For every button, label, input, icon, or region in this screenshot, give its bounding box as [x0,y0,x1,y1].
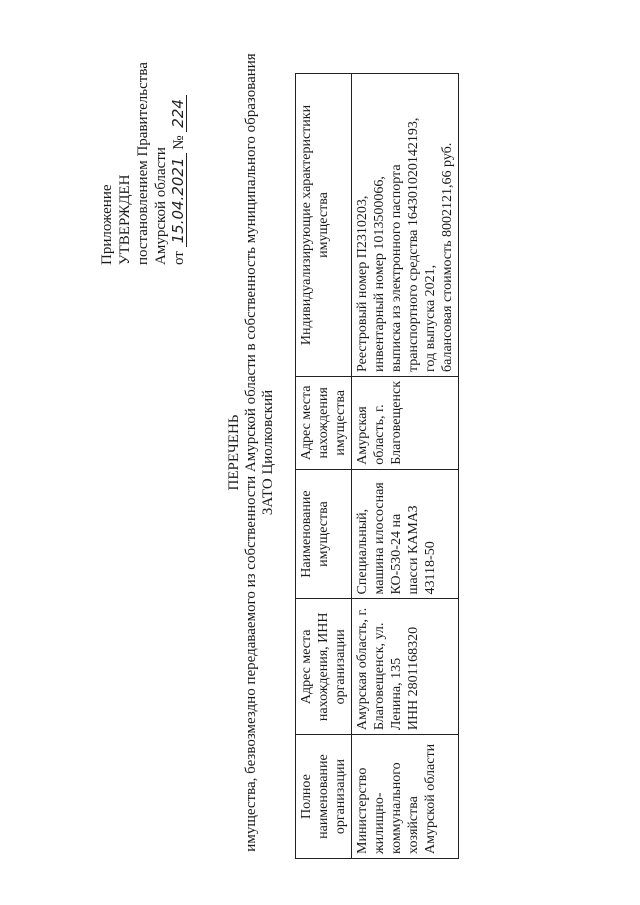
header-property-name: Наименование имущества [296,469,352,599]
approval-line-approved: УТВЕРЖДЕН [117,174,133,265]
number-prefix: № [171,135,187,150]
cell-org-address [352,599,459,735]
cell-property-name: Специальный, машина илососная КО-530-24 на шасси КАМАЗ 43118-50 [352,469,459,599]
document-subtitle: имущества, безвозмездно передаваемого из собственности Амурской области в собственность муниципального образования [243,53,259,852]
char-vehicle-passport: выписка из электронного паспорта транспортного средства 164301020142193, [389,117,421,372]
header-property-address: Адрес места нахождения имущества [296,376,352,469]
handwritten-date: 15.04.2021 [170,154,187,248]
table-header-row [296,74,352,859]
header-org-address: Адрес места нахождения, ИНН организации [296,599,352,735]
char-inventory-number: инвентарный номер 1013500066, [372,176,387,372]
approval-line-appendix: Приложение [99,184,115,265]
date-prefix: от [171,251,187,265]
org-inn-text: ИНН 2801168320 [406,626,421,731]
approval-line-resolution: постановлением Правительства [135,62,151,265]
header-org-name: Полное наименование организации [296,735,352,859]
cell-property-address: Амурская область, г. Благовещенск [352,376,459,469]
document-title: ПЕРЕЧЕНЬ [226,414,242,491]
char-book-value: балансовая стоимость 8002121,66 руб. [440,142,455,372]
approval-date-line [170,62,188,265]
approval-block [98,62,188,265]
approval-line-region: Амурской области [153,147,169,265]
cell-characteristics [352,74,459,377]
char-year: год выпуска 2021, [423,264,438,372]
property-table [295,73,459,859]
document-subtitle-municipality: ЗАТО Циолковский [260,389,276,516]
char-registry-number: Реестровый номер П2310203, [355,195,370,372]
table-row [352,74,459,859]
handwritten-number: 224 [170,95,187,132]
header-characteristics: Индивидуализирующие характеристики имущества [296,74,352,377]
cell-org-name: Министерство жилищно-коммунального хозяйства Амурской области [352,735,459,859]
org-address-text: Амурская область, г. Благовещенск, ул. Ленина, 135 [355,607,404,731]
